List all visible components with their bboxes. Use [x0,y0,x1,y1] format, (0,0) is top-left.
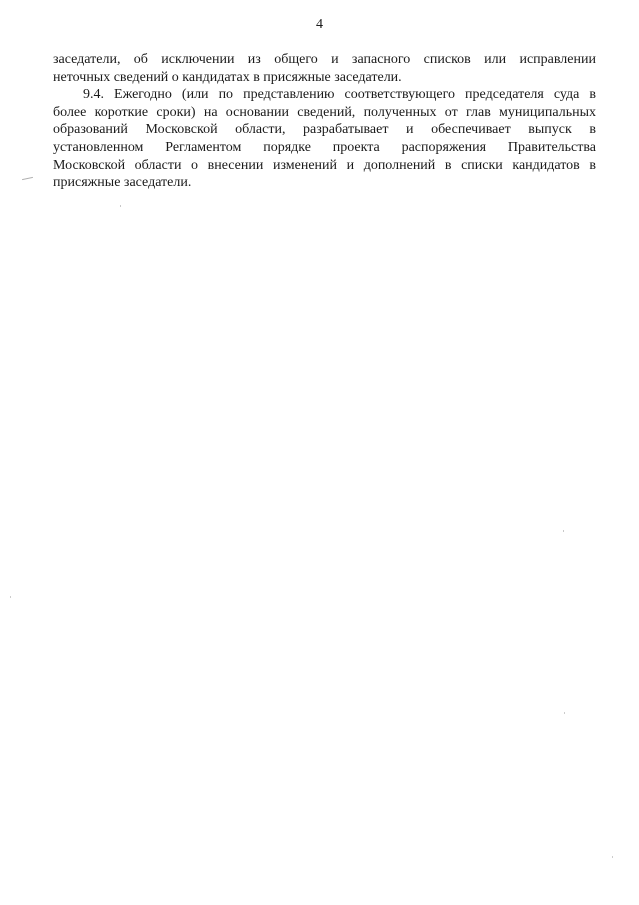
scan-mark [564,712,565,714]
text-line: неточных сведений о кандидатах в присяжные заседатели. [53,69,402,85]
page-number: 4 [316,17,323,32]
scan-mark [22,177,33,180]
text-line: более короткие сроки) на основании сведений, полученных от глав муниципальных [53,104,596,120]
text-line: присяжные заседатели. [53,175,192,191]
text-line: образований Московской области, разрабатывает и обеспечивает выпуск в [53,122,596,138]
paragraph-9-4 [53,86,596,192]
document-body [53,51,596,192]
scan-mark [120,205,121,207]
scan-mark [563,530,564,532]
text-line: установленном Регламентом порядке проекта распоряжения Правительства [53,139,596,155]
text-line: заседатели, об исключении из общего и запасного списков или исправлении [53,52,596,67]
text-line: Московской области о внесении изменений и дополнений в списки кандидатов в [53,157,596,173]
text-line: 9.4. Ежегодно (или по представлению соответствующего председателя суда в [83,87,596,103]
paragraph-continuation [53,51,596,86]
scan-mark [612,856,613,858]
scan-mark [10,596,11,598]
